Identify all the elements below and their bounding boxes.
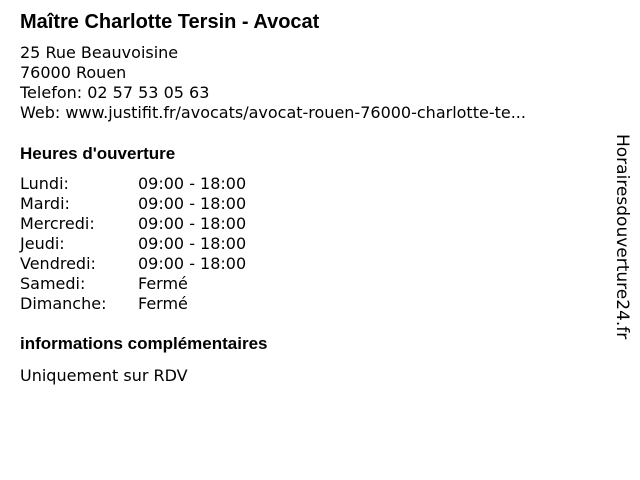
street-address: 25 Rue Beauvoisine bbox=[20, 43, 179, 62]
time-value: Fermé bbox=[138, 294, 188, 313]
day-label: Lundi: bbox=[20, 174, 69, 193]
time-value: 09:00 - 18:00 bbox=[138, 254, 247, 273]
hours-heading: Heures d'ouverture bbox=[20, 144, 176, 163]
address-block bbox=[20, 43, 526, 123]
city-postcode: 76000 Rouen bbox=[20, 63, 127, 82]
info-text: Uniquement sur RDV bbox=[20, 366, 188, 385]
time-value: 09:00 - 18:00 bbox=[138, 174, 247, 193]
phone-number: Telefon: 02 57 53 05 63 bbox=[20, 83, 210, 102]
day-label: Vendredi: bbox=[20, 254, 96, 273]
website-link[interactable]: Web: www.justifit.fr/avocats/avocat-rouen-76000-charlotte-te... bbox=[20, 103, 526, 122]
day-label: Jeudi: bbox=[20, 234, 65, 253]
day-label: Mercredi: bbox=[20, 214, 95, 233]
site-watermark: Horairesdouverture24.fr bbox=[612, 134, 632, 340]
time-value: 09:00 - 18:00 bbox=[138, 194, 247, 213]
time-value: 09:00 - 18:00 bbox=[138, 234, 247, 253]
page-title: Maître Charlotte Tersin - Avocat bbox=[20, 11, 320, 33]
time-value: 09:00 - 18:00 bbox=[138, 214, 247, 233]
day-label: Samedi: bbox=[20, 274, 86, 293]
time-value: Fermé bbox=[138, 274, 188, 293]
day-label: Mardi: bbox=[20, 194, 70, 213]
day-label: Dimanche: bbox=[20, 294, 107, 313]
info-heading: informations complémentaires bbox=[20, 334, 268, 353]
